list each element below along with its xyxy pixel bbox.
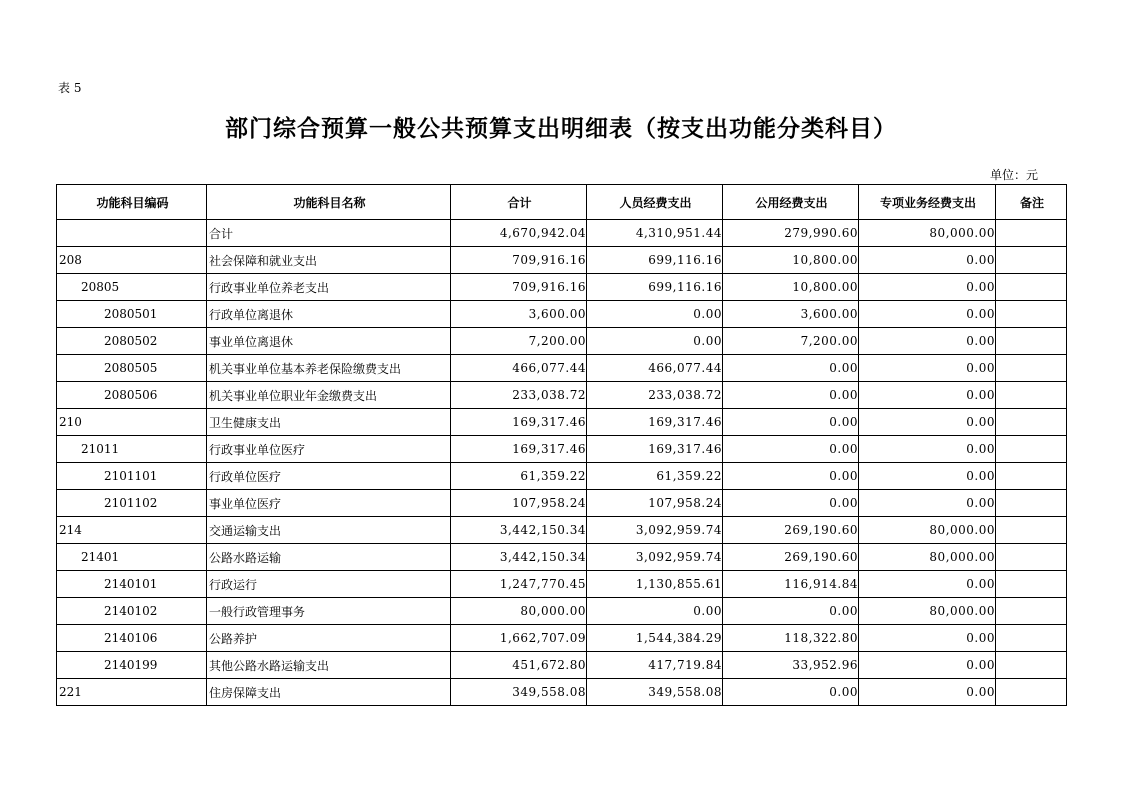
cell-name: 合计 bbox=[207, 220, 451, 247]
cell-special: 0.00 bbox=[859, 625, 996, 652]
cell-code: 214 bbox=[57, 517, 207, 544]
cell-name: 一般行政管理事务 bbox=[207, 598, 451, 625]
cell-total: 80,000.00 bbox=[451, 598, 587, 625]
cell-name: 行政事业单位医疗 bbox=[207, 436, 451, 463]
cell-note bbox=[996, 679, 1067, 706]
cell-note bbox=[996, 517, 1067, 544]
cell-personnel: 3,092,959.74 bbox=[587, 517, 723, 544]
cell-personnel: 699,116.16 bbox=[587, 274, 723, 301]
cell-personnel: 3,092,959.74 bbox=[587, 544, 723, 571]
cell-name: 行政单位医疗 bbox=[207, 463, 451, 490]
cell-note bbox=[996, 382, 1067, 409]
cell-name: 行政运行 bbox=[207, 571, 451, 598]
cell-name: 行政单位离退休 bbox=[207, 301, 451, 328]
cell-personnel: 349,558.08 bbox=[587, 679, 723, 706]
cell-note bbox=[996, 220, 1067, 247]
cell-total: 451,672.80 bbox=[451, 652, 587, 679]
cell-special: 80,000.00 bbox=[859, 517, 996, 544]
cell-public: 0.00 bbox=[723, 463, 859, 490]
table-header-row bbox=[57, 185, 1067, 220]
cell-special: 0.00 bbox=[859, 274, 996, 301]
cell-special: 0.00 bbox=[859, 652, 996, 679]
header-public: 公用经费支出 bbox=[723, 185, 859, 220]
cell-note bbox=[996, 328, 1067, 355]
cell-public: 0.00 bbox=[723, 679, 859, 706]
table-row bbox=[57, 571, 1067, 598]
cell-code: 2101102 bbox=[57, 490, 207, 517]
table-row bbox=[57, 220, 1067, 247]
cell-total: 709,916.16 bbox=[451, 274, 587, 301]
cell-note bbox=[996, 490, 1067, 517]
cell-total: 7,200.00 bbox=[451, 328, 587, 355]
cell-name: 其他公路水路运输支出 bbox=[207, 652, 451, 679]
cell-code: 21401 bbox=[57, 544, 207, 571]
table-row bbox=[57, 544, 1067, 571]
table-row bbox=[57, 679, 1067, 706]
table-row bbox=[57, 355, 1067, 382]
cell-special: 80,000.00 bbox=[859, 544, 996, 571]
cell-note bbox=[996, 652, 1067, 679]
cell-note bbox=[996, 436, 1067, 463]
unit-label: 单位：元 bbox=[990, 168, 1039, 182]
cell-special: 0.00 bbox=[859, 679, 996, 706]
cell-name: 事业单位医疗 bbox=[207, 490, 451, 517]
cell-personnel: 61,359.22 bbox=[587, 463, 723, 490]
cell-personnel: 417,719.84 bbox=[587, 652, 723, 679]
table-row bbox=[57, 409, 1067, 436]
header-note: 备注 bbox=[996, 185, 1067, 220]
cell-note bbox=[996, 625, 1067, 652]
cell-code: 20805 bbox=[57, 274, 207, 301]
cell-special: 0.00 bbox=[859, 328, 996, 355]
cell-total: 169,317.46 bbox=[451, 436, 587, 463]
cell-special: 0.00 bbox=[859, 490, 996, 517]
cell-special: 0.00 bbox=[859, 409, 996, 436]
cell-public: 116,914.84 bbox=[723, 571, 859, 598]
cell-public: 0.00 bbox=[723, 490, 859, 517]
cell-total: 466,077.44 bbox=[451, 355, 587, 382]
cell-code: 208 bbox=[57, 247, 207, 274]
cell-note bbox=[996, 544, 1067, 571]
table-row bbox=[57, 274, 1067, 301]
cell-public: 279,990.60 bbox=[723, 220, 859, 247]
table-row bbox=[57, 247, 1067, 274]
cell-name: 公路养护 bbox=[207, 625, 451, 652]
cell-public: 118,322.80 bbox=[723, 625, 859, 652]
cell-total: 107,958.24 bbox=[451, 490, 587, 517]
header-code: 功能科目编码 bbox=[57, 185, 207, 220]
budget-table bbox=[56, 184, 1067, 706]
cell-code: 2140102 bbox=[57, 598, 207, 625]
header-special: 专项业务经费支出 bbox=[859, 185, 996, 220]
table-row bbox=[57, 328, 1067, 355]
cell-public: 7,200.00 bbox=[723, 328, 859, 355]
header-personnel: 人员经费支出 bbox=[587, 185, 723, 220]
cell-note bbox=[996, 571, 1067, 598]
cell-public: 0.00 bbox=[723, 355, 859, 382]
cell-total: 3,442,150.34 bbox=[451, 517, 587, 544]
cell-name: 机关事业单位职业年金缴费支出 bbox=[207, 382, 451, 409]
table-row bbox=[57, 436, 1067, 463]
cell-total: 1,247,770.45 bbox=[451, 571, 587, 598]
table-row bbox=[57, 517, 1067, 544]
cell-total: 1,662,707.09 bbox=[451, 625, 587, 652]
cell-note bbox=[996, 355, 1067, 382]
cell-name: 社会保障和就业支出 bbox=[207, 247, 451, 274]
cell-total: 61,359.22 bbox=[451, 463, 587, 490]
cell-personnel: 233,038.72 bbox=[587, 382, 723, 409]
table-row bbox=[57, 625, 1067, 652]
cell-total: 3,442,150.34 bbox=[451, 544, 587, 571]
cell-personnel: 1,544,384.29 bbox=[587, 625, 723, 652]
cell-name: 行政事业单位养老支出 bbox=[207, 274, 451, 301]
cell-note bbox=[996, 598, 1067, 625]
cell-note bbox=[996, 247, 1067, 274]
cell-personnel: 0.00 bbox=[587, 301, 723, 328]
header-name: 功能科目名称 bbox=[207, 185, 451, 220]
cell-personnel: 107,958.24 bbox=[587, 490, 723, 517]
cell-public: 0.00 bbox=[723, 598, 859, 625]
cell-public: 3,600.00 bbox=[723, 301, 859, 328]
cell-personnel: 466,077.44 bbox=[587, 355, 723, 382]
cell-personnel: 0.00 bbox=[587, 328, 723, 355]
cell-note bbox=[996, 274, 1067, 301]
page-title: 部门综合预算一般公共预算支出明细表（按支出功能分类科目） bbox=[225, 116, 897, 142]
cell-code: 221 bbox=[57, 679, 207, 706]
table-number: 表 5 bbox=[58, 81, 82, 95]
table-row bbox=[57, 598, 1067, 625]
cell-total: 169,317.46 bbox=[451, 409, 587, 436]
cell-personnel: 0.00 bbox=[587, 598, 723, 625]
cell-total: 3,600.00 bbox=[451, 301, 587, 328]
cell-public: 269,190.60 bbox=[723, 544, 859, 571]
table-row bbox=[57, 490, 1067, 517]
cell-name: 机关事业单位基本养老保险缴费支出 bbox=[207, 355, 451, 382]
cell-public: 0.00 bbox=[723, 436, 859, 463]
cell-special: 0.00 bbox=[859, 301, 996, 328]
cell-code: 2101101 bbox=[57, 463, 207, 490]
cell-public: 33,952.96 bbox=[723, 652, 859, 679]
cell-name: 事业单位离退休 bbox=[207, 328, 451, 355]
cell-name: 公路水路运输 bbox=[207, 544, 451, 571]
cell-note bbox=[996, 301, 1067, 328]
cell-code bbox=[57, 220, 207, 247]
cell-personnel: 1,130,855.61 bbox=[587, 571, 723, 598]
cell-special: 0.00 bbox=[859, 463, 996, 490]
cell-total: 233,038.72 bbox=[451, 382, 587, 409]
cell-code: 2080502 bbox=[57, 328, 207, 355]
cell-personnel: 4,310,951.44 bbox=[587, 220, 723, 247]
cell-code: 210 bbox=[57, 409, 207, 436]
cell-code: 2080501 bbox=[57, 301, 207, 328]
cell-note bbox=[996, 463, 1067, 490]
table-row bbox=[57, 301, 1067, 328]
cell-name: 交通运输支出 bbox=[207, 517, 451, 544]
cell-public: 0.00 bbox=[723, 409, 859, 436]
cell-code: 21011 bbox=[57, 436, 207, 463]
cell-special: 0.00 bbox=[859, 355, 996, 382]
cell-code: 2080506 bbox=[57, 382, 207, 409]
cell-public: 0.00 bbox=[723, 382, 859, 409]
cell-personnel: 699,116.16 bbox=[587, 247, 723, 274]
cell-name: 卫生健康支出 bbox=[207, 409, 451, 436]
cell-total: 4,670,942.04 bbox=[451, 220, 587, 247]
cell-special: 0.00 bbox=[859, 382, 996, 409]
cell-personnel: 169,317.46 bbox=[587, 436, 723, 463]
cell-code: 2080505 bbox=[57, 355, 207, 382]
cell-public: 10,800.00 bbox=[723, 247, 859, 274]
cell-public: 10,800.00 bbox=[723, 274, 859, 301]
cell-public: 269,190.60 bbox=[723, 517, 859, 544]
cell-total: 349,558.08 bbox=[451, 679, 587, 706]
header-total: 合计 bbox=[451, 185, 587, 220]
cell-special: 80,000.00 bbox=[859, 598, 996, 625]
cell-name: 住房保障支出 bbox=[207, 679, 451, 706]
cell-special: 0.00 bbox=[859, 247, 996, 274]
cell-code: 2140101 bbox=[57, 571, 207, 598]
cell-code: 2140199 bbox=[57, 652, 207, 679]
cell-special: 0.00 bbox=[859, 436, 996, 463]
cell-personnel: 169,317.46 bbox=[587, 409, 723, 436]
cell-special: 80,000.00 bbox=[859, 220, 996, 247]
cell-total: 709,916.16 bbox=[451, 247, 587, 274]
table-row bbox=[57, 382, 1067, 409]
cell-note bbox=[996, 409, 1067, 436]
cell-special: 0.00 bbox=[859, 571, 996, 598]
table-row bbox=[57, 463, 1067, 490]
table-row bbox=[57, 652, 1067, 679]
cell-code: 2140106 bbox=[57, 625, 207, 652]
